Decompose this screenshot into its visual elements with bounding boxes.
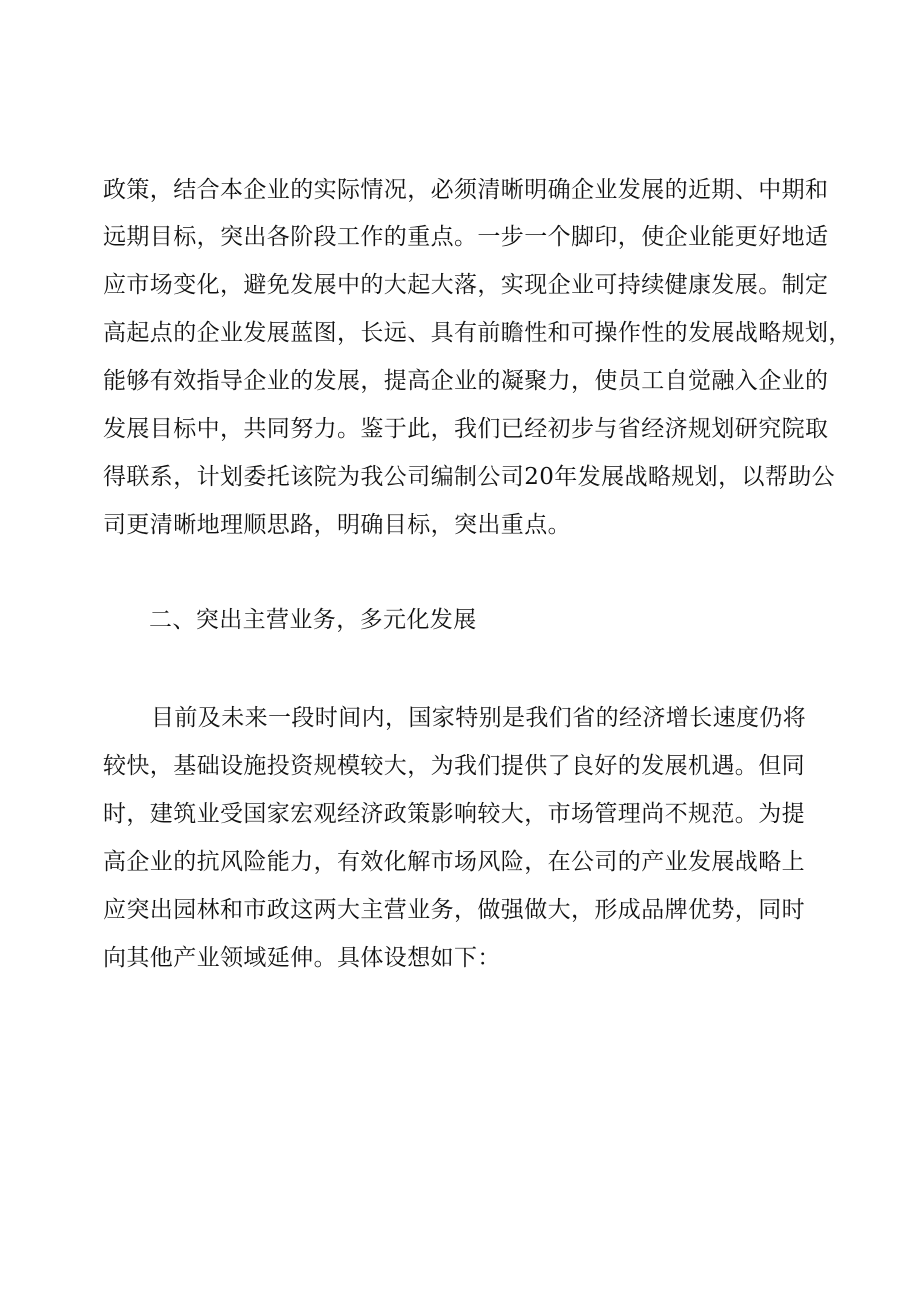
paragraph-1-line-8: 司更清晰地理顺思路，明确目标，突出重点。 xyxy=(103,512,571,538)
paragraph-1-line-7: 得联系，计划委托该院为我公司编制公司20年发展战略规划，以帮助公 xyxy=(103,464,836,490)
paragraph-2-line-1: 目前及未来一段时间内，国家特别是我们省的经济增长速度仍将 xyxy=(151,705,807,731)
paragraph-1-line-3: 应市场变化，避免发展中的大起大落，实现企业可持续健康发展。制定 xyxy=(103,272,829,298)
paragraph-2-line-3: 时，建筑业受国家宏观经济政策影响较大，市场管理尚不规范。为提 xyxy=(103,801,805,827)
paragraph-1-line-6: 发展目标中，共同努力。鉴于此，我们已经初步与省经济规划研究院取 xyxy=(103,416,829,442)
paragraph-2-line-4: 高企业的抗风险能力，有效化解市场风险，在公司的产业发展战略上 xyxy=(103,849,805,875)
paragraph-1-line-1: 政策，结合本企业的实际情况，必须清晰明确企业发展的近期、中期和 xyxy=(103,177,829,203)
section-heading: 二、突出主营业务，多元化发展 xyxy=(149,607,477,633)
paragraph-2-line-5: 应突出园林和市政这两大主营业务，做强做大，形成品牌优势，同时 xyxy=(103,897,805,923)
paragraph-1-line-2: 远期目标，突出各阶段工作的重点。一步一个脚印，使企业能更好地适 xyxy=(103,224,829,250)
paragraph-1-line-4: 高起点的企业发展蓝图，长远、具有前瞻性和可操作性的发展战略规划， xyxy=(103,320,852,346)
paragraph-2-line-6: 向其他产业领域延伸。具体设想如下： xyxy=(103,945,501,971)
paragraph-1-line-5: 能够有效指导企业的发展，提高企业的凝聚力，使员工自觉融入企业的 xyxy=(103,368,829,394)
paragraph-2-line-2: 较快，基础设施投资规模较大，为我们提供了良好的发展机遇。但同 xyxy=(103,753,805,779)
